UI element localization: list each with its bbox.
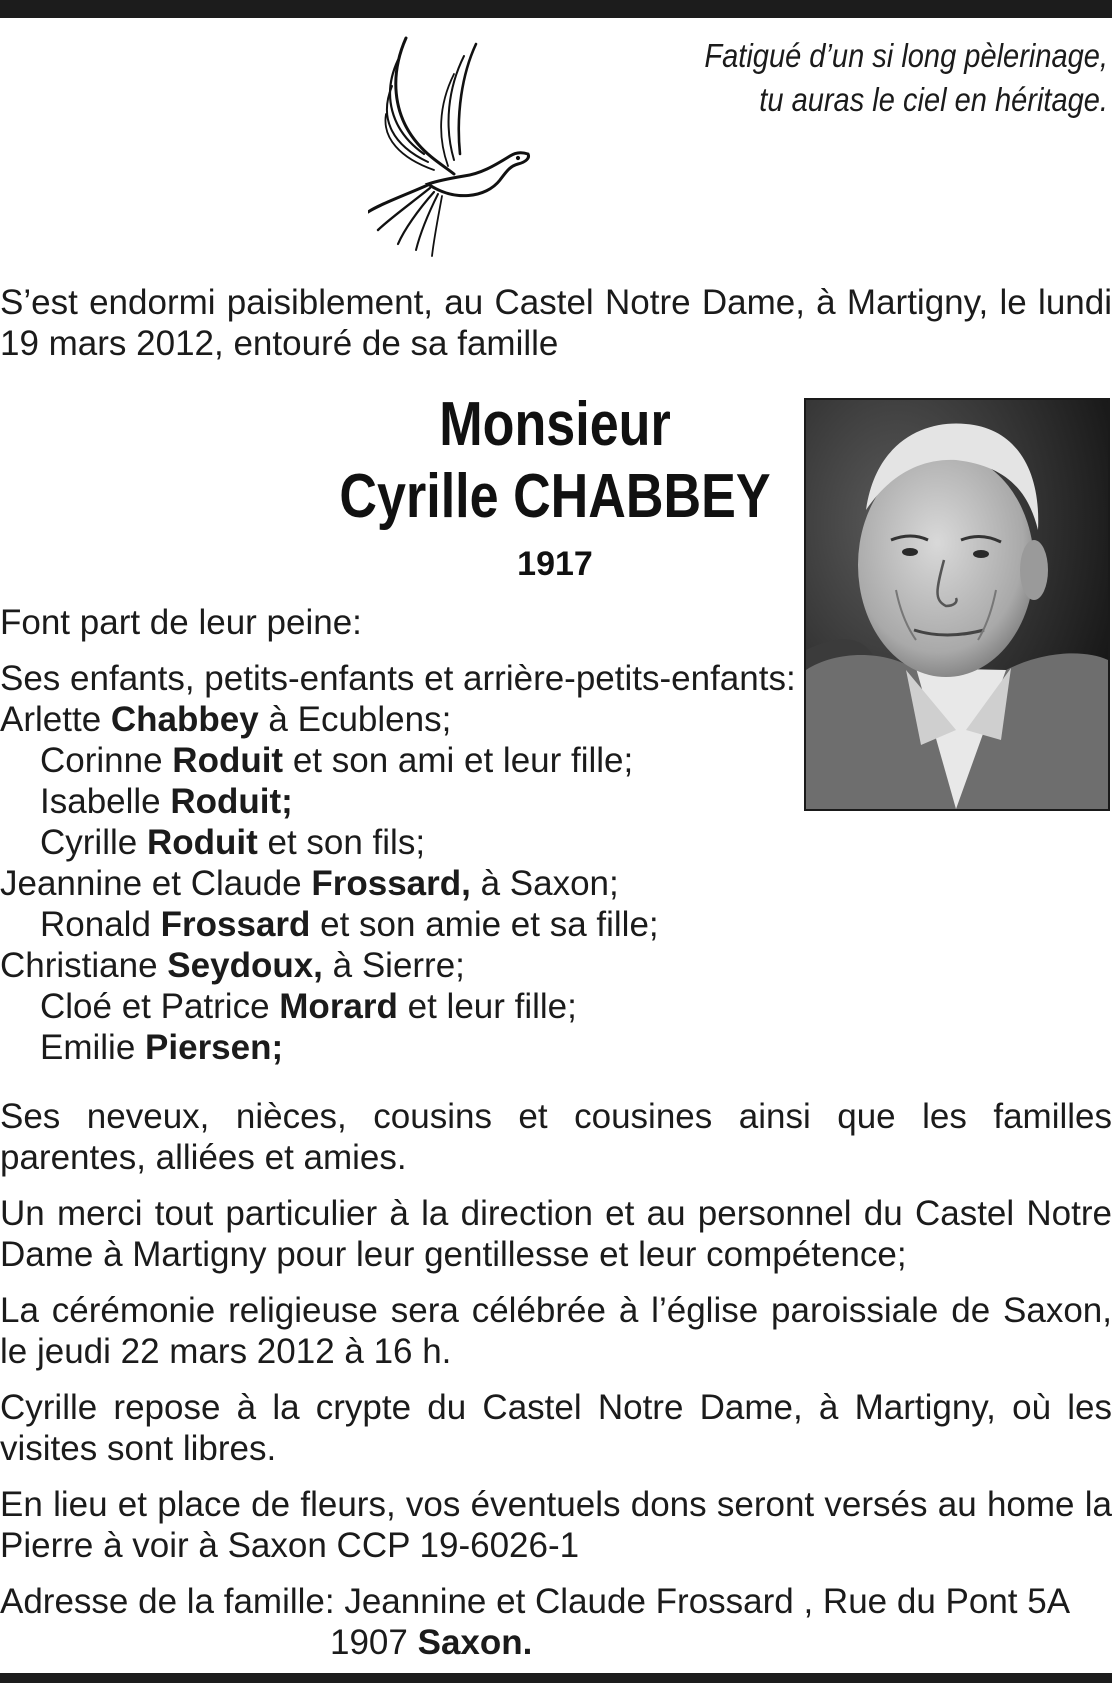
portrait-photo (804, 398, 1110, 811)
dove-icon (368, 34, 548, 274)
deceased-name: Cyrille CHABBEY (339, 462, 771, 531)
family-member: Isabelle Roduit; (40, 782, 293, 821)
family-member: Christiane Seydoux, à Sierre; (0, 946, 465, 985)
family-list (0, 658, 796, 1068)
family-member: Emilie Piersen; (40, 1028, 284, 1067)
donations-paragraph: En lieu et place de fleurs, vos éventuels dons seront versés au home la Pierre à voir à Saxon CCP 19-6026-1 (0, 1485, 1112, 1565)
family-member: Cloé et Patrice Morard et leur fille; (40, 987, 577, 1026)
family-member: Jeannine et Claude Frossard, à Saxon; (0, 864, 619, 903)
rest-paragraph: Cyrille repose à la crypte du Castel Notre Dame, à Martigny, où les visites sont libres. (0, 1388, 1112, 1468)
announcement-line: Font part de leur peine: (0, 603, 362, 642)
top-rule (0, 0, 1112, 18)
family-member: Ronald Frossard et son amie et sa fille; (40, 905, 659, 944)
bottom-rule (0, 1673, 1112, 1683)
address-city-line: 1907 Saxon. (330, 1623, 533, 1662)
epigraph (615, 34, 1108, 122)
relatives-paragraph: Ses neveux, nièces, cousins et cousines ainsi que les familles parentes, alliées et amies. (0, 1097, 1112, 1177)
epigraph-line-2: tu auras le ciel en héritage. (759, 81, 1108, 118)
deceased-title: Monsieur (439, 390, 671, 459)
thanks-paragraph: Un merci tout particulier à la direction et au personnel du Castel Notre Dame à Martigny pour leur gentillesse et leur compétence; (0, 1194, 1112, 1274)
ceremony-paragraph: La cérémonie religieuse sera célébrée à l’église paroissiale de Saxon, le jeudi 22 mars 2012 à 16 h. (0, 1291, 1112, 1371)
family-member: Corinne Roduit et son ami et leur fille; (40, 741, 634, 780)
epigraph-line-1: Fatigué d’un si long pèlerinage, (704, 37, 1108, 74)
address-line: Adresse de la famille: Jeannine et Claude Frossard , Rue du Pont 5A (0, 1582, 1071, 1621)
intro-paragraph: S’est endormi paisiblement, au Castel Notre Dame, à Martigny, le lundi 19 mars 2012, entouré de sa famille (0, 283, 1112, 363)
family-address (0, 1581, 1112, 1663)
family-member: Arlette Chabbey à Ecublens; (0, 700, 452, 739)
family-member: Cyrille Roduit et son fils; (40, 823, 426, 862)
deceased-birth-year: 1917 (517, 545, 593, 583)
family-heading: Ses enfants, petits-enfants et arrière-petits-enfants: (0, 659, 796, 698)
